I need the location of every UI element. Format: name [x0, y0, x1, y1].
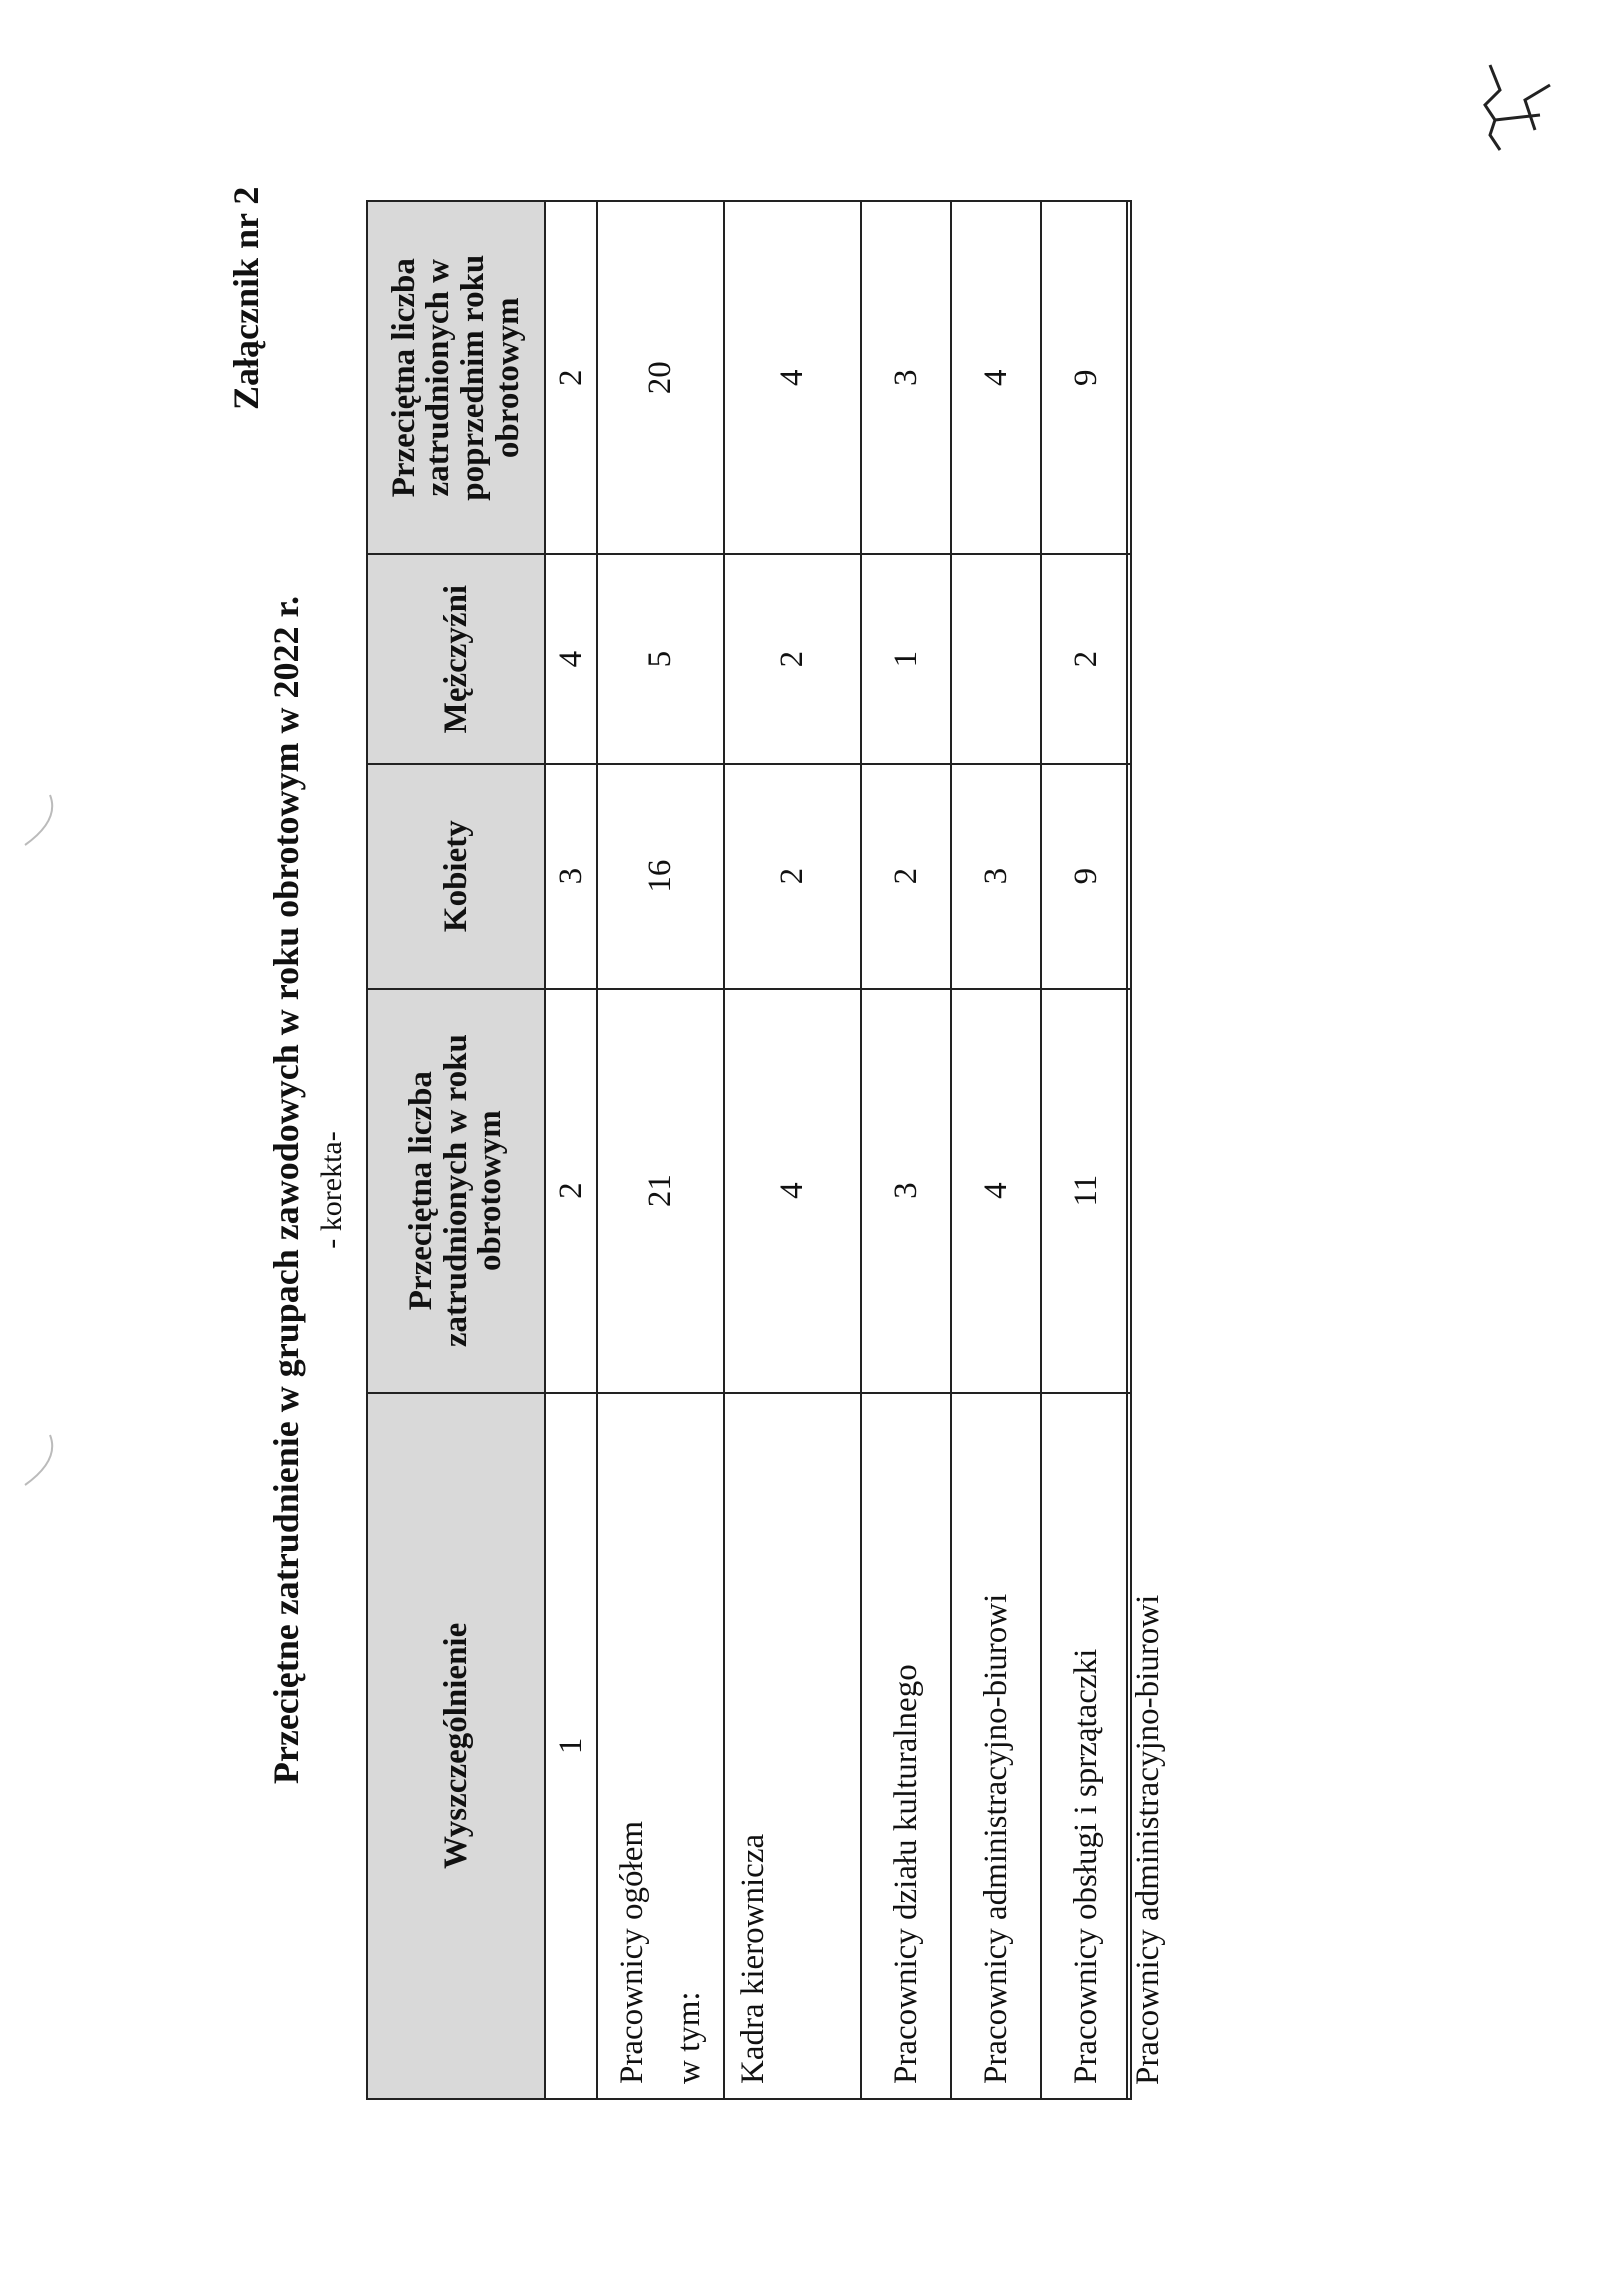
- value-avg-current: 11: [1041, 989, 1131, 1393]
- value-men: 2: [724, 554, 861, 763]
- index-cell: 4: [545, 554, 597, 763]
- row-label: Pracownicy działu kulturalnego: [861, 1393, 951, 2099]
- value-avg-previous: 3: [861, 201, 951, 554]
- value-men: 2: [1041, 554, 1131, 763]
- index-cell: 2: [545, 989, 597, 1393]
- header-description: Wyszczególnienie: [367, 1393, 545, 2099]
- header-women: Kobiety: [367, 764, 545, 989]
- table-row: [951, 201, 1041, 2099]
- value-women: 2: [724, 764, 861, 989]
- value-men: [951, 554, 1041, 763]
- value-avg-current: 4: [951, 989, 1041, 1393]
- row-label-line: Pracownicy ogółem: [613, 1820, 650, 2084]
- row-label-line: w tym:: [670, 1991, 707, 2084]
- hole-punch-mark: [20, 790, 60, 850]
- value-avg-previous: 4: [724, 201, 861, 554]
- row-label: Pracownicy administracyjno-biurowi: [951, 1393, 1041, 2099]
- document-title: Przeciętne zatrudnienie w grupach zawodowych w roku obrotowym w 2022 r.: [266, 595, 306, 1785]
- table-row: [597, 201, 724, 2099]
- table-continuation-line: [1126, 200, 1128, 2100]
- value-avg-current: 21: [597, 989, 724, 1393]
- table-row: [1041, 201, 1131, 2099]
- trailing-row-label: Pracownicy administracyjno-biurowi: [1130, 1594, 1166, 2085]
- table-row: [724, 201, 861, 2099]
- value-women: 3: [951, 764, 1041, 989]
- row-label: Pracownicy obsługi i sprzątaczki: [1041, 1393, 1131, 2099]
- hole-punch-mark: [20, 1430, 60, 1490]
- table-row: [861, 201, 951, 2099]
- value-avg-current: 4: [724, 989, 861, 1393]
- value-women: 9: [1041, 764, 1131, 989]
- index-cell: 2: [545, 201, 597, 554]
- row-label: [597, 1393, 724, 2099]
- handwritten-signature-icon: [1480, 50, 1570, 160]
- value-avg-previous: 9: [1041, 201, 1131, 554]
- value-men: 5: [597, 554, 724, 763]
- value-avg-previous: 4: [951, 201, 1041, 554]
- header-row: [367, 201, 545, 2099]
- value-avg-current: 3: [861, 989, 951, 1393]
- index-row: [545, 201, 597, 2099]
- employment-table: [366, 200, 1132, 2100]
- value-women: 2: [861, 764, 951, 989]
- value-men: 1: [861, 554, 951, 763]
- header-men: Mężczyźni: [367, 554, 545, 763]
- header-avg-previous: Przeciętna liczba zatrudnionych w poprzednim roku obrotowym: [367, 201, 545, 554]
- document-subtitle: - korekta-: [315, 1131, 348, 1249]
- index-cell: 3: [545, 764, 597, 989]
- index-cell: 1: [545, 1393, 597, 2099]
- attachment-label: Załącznik nr 2: [226, 186, 266, 410]
- row-label: Kadra kierownicza: [724, 1393, 861, 2099]
- value-women: 16: [597, 764, 724, 989]
- header-avg-current: Przeciętna liczba zatrudnionych w roku obrotowym: [367, 989, 545, 1393]
- value-avg-previous: 20: [597, 201, 724, 554]
